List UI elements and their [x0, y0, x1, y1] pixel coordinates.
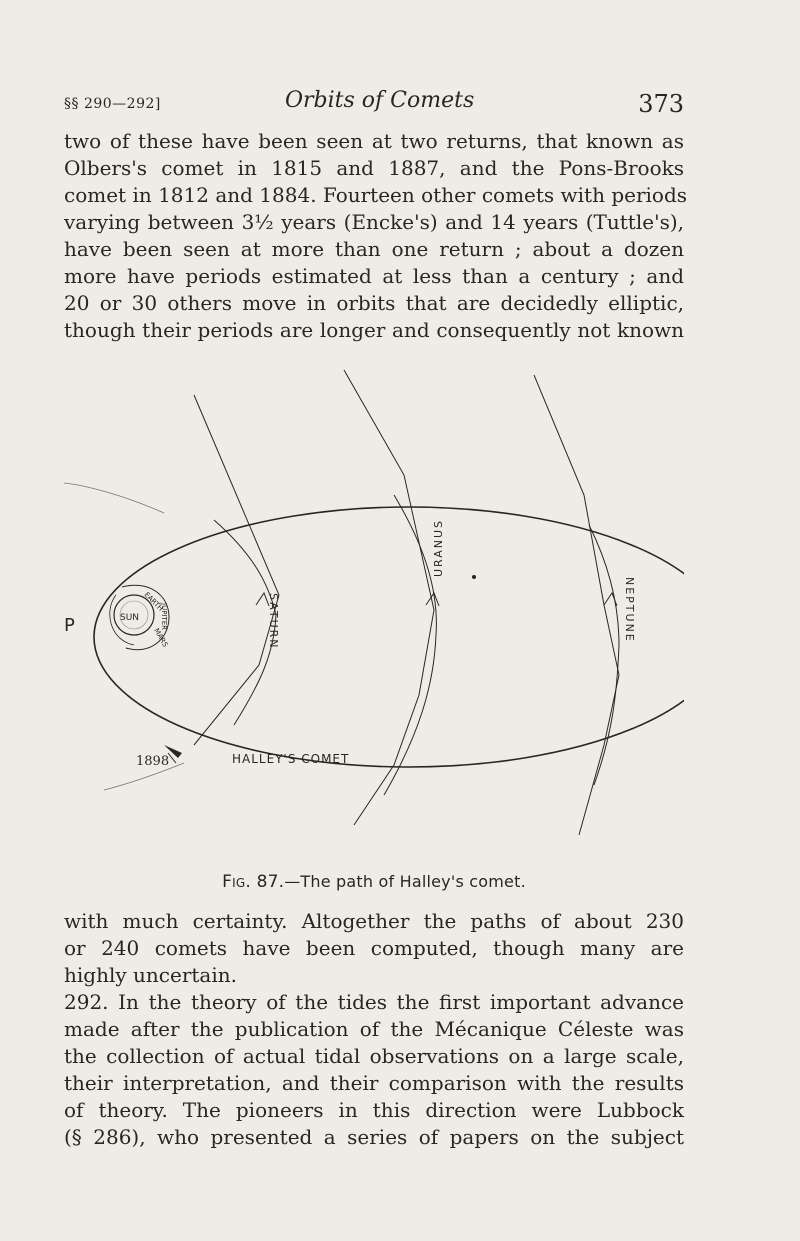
text-line: more have periods estimated at less than a century ; and	[64, 264, 684, 288]
text-line: made after the publication of the Mécanique Céleste was	[64, 1017, 684, 1041]
uranus-orbit-arc	[384, 495, 436, 795]
neptune-orbit	[534, 375, 619, 835]
text-line: or 240 comets have been computed, though many are	[64, 936, 684, 960]
section-reference: §§ 290—292]	[64, 96, 161, 112]
text-line: two of these have been seen at two returns, that known as	[64, 129, 684, 153]
text-line: with much certainty. Altogether the paths of about 230	[64, 909, 684, 933]
text-line: the collection of actual tidal observations on a large scale,	[64, 1044, 684, 1068]
uranus-dot	[472, 575, 476, 579]
mars-label: MARS	[152, 627, 170, 649]
halleys-comet-label: HALLEY'S COMET	[232, 752, 350, 766]
figure-caption-text: —The path of Halley's comet.	[284, 872, 526, 891]
orbit-diagram	[64, 355, 684, 875]
perihelion-label: P	[64, 615, 75, 636]
text-line: though their periods are longer and consequently not known	[64, 318, 684, 342]
text-line: 20 or 30 others move in orbits that are decidedly elliptic,	[64, 291, 684, 315]
page-number: 373	[638, 90, 684, 118]
figure-number: Fig. 87.	[222, 872, 285, 892]
running-header	[64, 88, 684, 128]
comet-orbit	[94, 507, 684, 767]
text-line: Olbers's comet in 1815 and 1887, and the Pons-Brooks	[64, 156, 684, 180]
uranus-orbit	[344, 370, 434, 825]
sun-label: SUN	[120, 613, 140, 623]
orbit-tail-top	[64, 483, 164, 513]
saturn-orbit-arc	[214, 520, 276, 725]
text-line: have been seen at more than one return ; about a dozen	[64, 237, 684, 261]
text-line: 292. In the theory of the tides the first important advance	[64, 990, 684, 1014]
uranus-label: URANUS	[432, 518, 445, 577]
neptune-label: NEPTUNE	[623, 577, 636, 643]
text-line: their interpretation, and their comparison with the results	[64, 1071, 684, 1095]
figure-caption	[64, 872, 684, 892]
jupiter-label: JUPITER	[160, 603, 168, 631]
text-line: of theory. The pioneers in this direction were Lubbock	[64, 1098, 684, 1122]
earth-label: EARTH	[142, 590, 165, 613]
halley-orbit-figure	[64, 355, 684, 875]
text-line: varying between 3½ years (Encke's) and 14 years (Tuttle's),	[64, 210, 684, 234]
year-1898-label: 1898	[136, 754, 170, 769]
saturn-orbit	[194, 395, 279, 745]
text-line: highly uncertain.	[64, 963, 237, 987]
text-line: (§ 286), who presented a series of papers on the subject	[64, 1125, 684, 1149]
chapter-title: Orbits of Comets	[285, 88, 475, 113]
text-line: comet in 1812 and 1884. Fourteen other comets with periods	[64, 183, 688, 207]
paragraph-bottom	[64, 908, 684, 1151]
paragraph-top	[64, 128, 688, 344]
saturn-label: SATURN	[267, 593, 280, 650]
